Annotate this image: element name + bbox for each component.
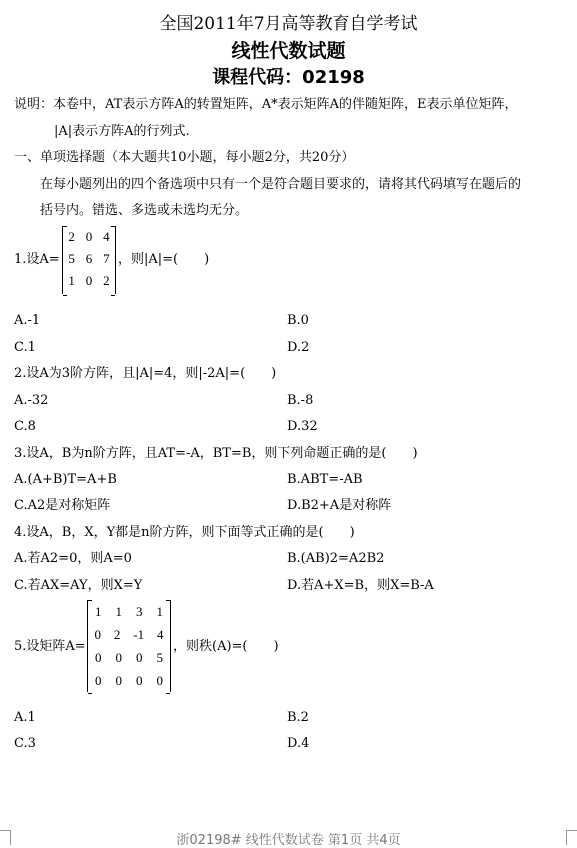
matrix-cell: 0 [95,649,102,665]
matrix-cell: 7 [103,251,110,266]
matrix-row [88,669,170,692]
q1-option-c: C.1 [14,340,36,355]
question-2-stem: 2.设A为3阶方阵，且|A|=4，则|-2A|=( ) [14,366,277,381]
question-5-matrix [87,600,171,692]
note-line-2: |A|表示方阵A的行列式. [54,124,190,139]
q2-option-b: B.-8 [287,393,314,408]
note-line-1: 说明：本卷中，AT表示方阵A的转置矩阵，A*表示矩阵A的伴随矩阵，E表示单位矩阵， [14,97,518,112]
matrix-cell: 0 [85,229,93,244]
q2-option-a: A.-32 [14,393,49,408]
matrix-cell: 0 [136,672,143,688]
section-heading: 一、单项选择题（本大题共10小题，每小题2分，共20分） [14,150,355,165]
q5-option-c: C.3 [14,736,36,751]
matrix-cell: 6 [85,251,93,266]
q4-option-c: C.若AX=AY，则X=Y [14,578,143,593]
course-code: 课程代码：02198 [212,67,365,88]
matrix-cell: 0 [95,672,102,688]
matrix-row [63,248,115,270]
matrix-cell: 2 [103,273,110,288]
q1-option-b: B.0 [287,313,309,328]
q1-option-d: D.2 [287,340,310,355]
matrix-cell: -1 [133,626,145,642]
matrix-cell: 3 [136,603,143,619]
matrix-row [88,623,170,646]
q3-option-b: B.ABT=-AB [287,472,363,487]
matrix-row [63,226,115,248]
question-5-label: 5.设矩阵A= [14,639,86,654]
q1-option-a: A.-1 [14,313,41,328]
q2-option-d: D.32 [287,419,318,434]
matrix-cell: 1 [156,603,163,619]
q3-option-d: D.B2+A是对称阵 [287,498,392,513]
matrix-cell: 1 [115,603,122,619]
question-1-matrix [62,226,116,294]
matrix-cell: 5 [156,649,163,665]
matrix-cell: 2 [113,626,121,642]
section-instruction-1: 在每小题列出的四个备选项中只有一个是符合题目要求的，请将其代码填写在题后的 [40,177,522,192]
question-3-stem: 3.设A，B为n阶方阵，且AT=-A，BT=B，则下列命题正确的是( ) [14,446,418,461]
q5-option-b: B.2 [287,710,309,725]
exam-header: 全国2011年7月高等教育自学考试 [159,14,418,34]
question-5-tail: ，则秩(A)=( ) [173,639,279,654]
matrix-cell: 0 [115,672,122,688]
q2-option-c: C.8 [14,419,36,434]
page-footer: 浙02198# 线性代数试卷 第1页 共4页 [176,833,401,848]
matrix-cell: 1 [95,603,102,619]
matrix-cell: 2 [68,229,75,244]
matrix-cell: 0 [94,626,101,642]
matrix-cell: 0 [115,649,122,665]
q4-option-b: B.(AB)2=A2B2 [287,551,385,566]
section-instruction-2: 括号内。错选、多选或未选均无分。 [40,203,249,218]
q5-option-a: A.1 [14,710,36,725]
matrix-cell: 0 [156,672,163,688]
matrix-cell: 1 [68,273,75,288]
q4-option-a: A.若A2=0，则A=0 [14,551,132,566]
q3-option-a: A.(A+B)T=A+B [14,472,117,487]
question-4-stem: 4.设A，B，X，Y都是n阶方阵，则下面等式正确的是( ) [14,525,355,540]
question-1-label: 1.设A= [14,252,60,267]
q3-option-c: C.A2是对称矩阵 [14,498,111,513]
matrix-cell: 4 [103,229,110,244]
matrix-cell: 5 [68,251,75,266]
matrix-row [63,270,115,292]
q4-option-d: D.若A+X=B，则X=B-A [287,578,434,593]
question-1-tail: ，则|A|=( ) [118,252,210,267]
matrix-row [88,600,170,623]
q5-option-d: D.4 [287,736,310,751]
matrix-cell: 0 [85,273,93,288]
matrix-cell: 0 [136,649,143,665]
exam-title: 线性代数试题 [231,40,346,62]
matrix-cell: 4 [157,626,164,642]
matrix-row [88,646,170,669]
